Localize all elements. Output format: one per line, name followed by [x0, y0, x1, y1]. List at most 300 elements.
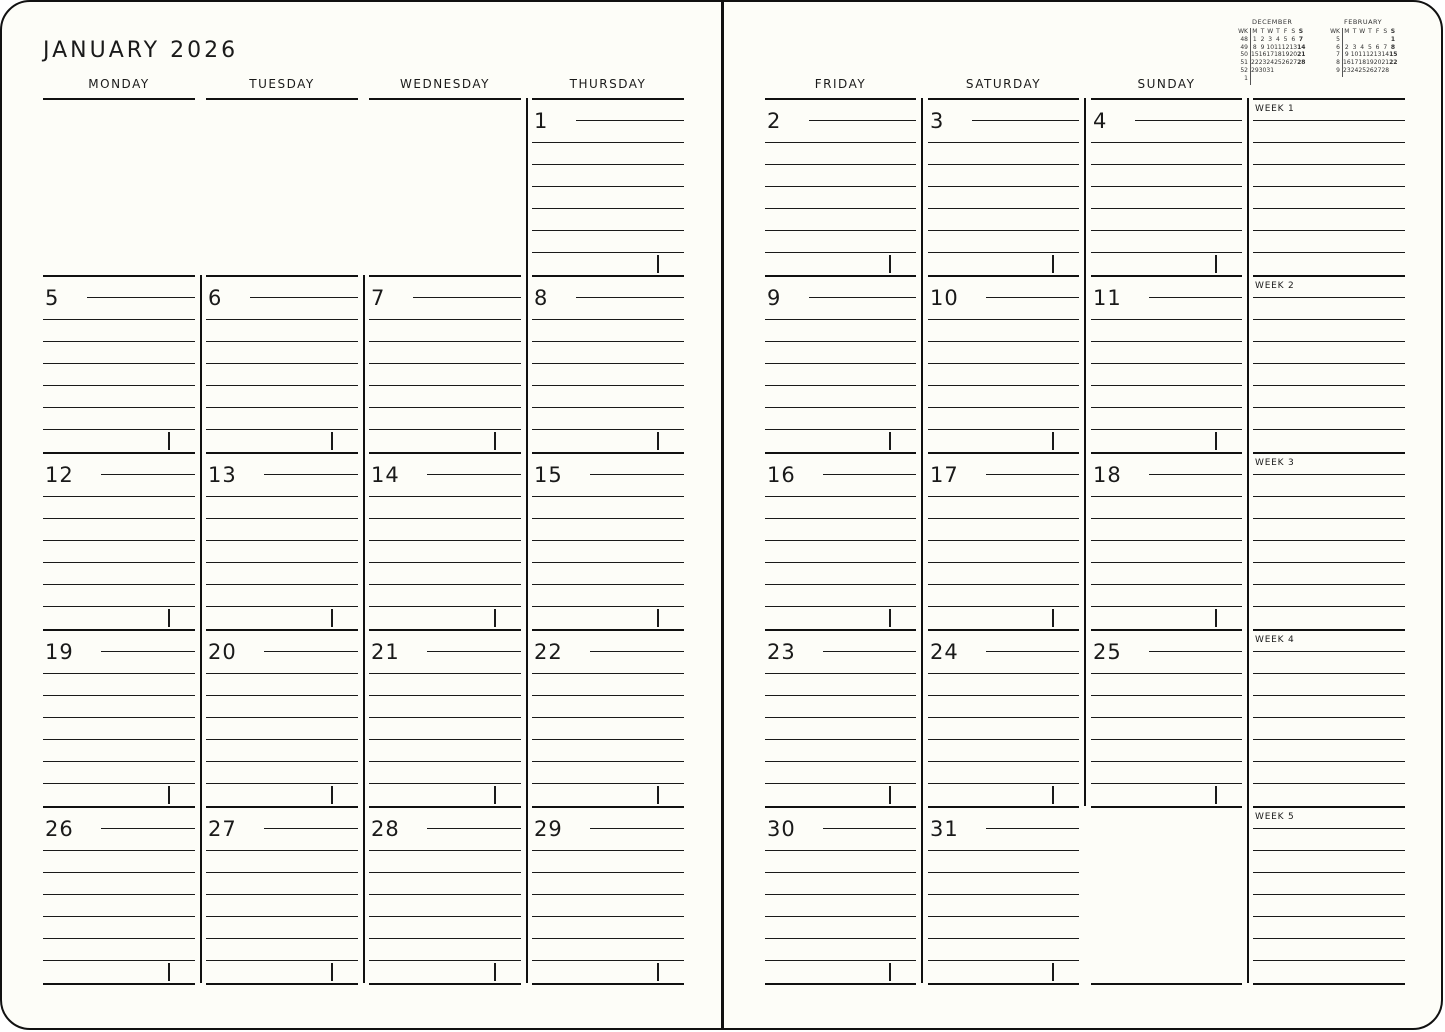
- day-24-number: 24: [930, 640, 959, 664]
- day-22-number: 22: [534, 640, 563, 664]
- week-notes-line: [1253, 120, 1405, 121]
- day-12-corner-tick: [168, 609, 170, 627]
- day-25-bottom-rule: [1091, 806, 1242, 808]
- day-19-writing-line: [43, 761, 195, 762]
- week-notes-line: [1253, 496, 1405, 497]
- day-10-writing-line: [986, 297, 1079, 298]
- day-1-writing-line: [532, 252, 684, 253]
- day-31-number: 31: [930, 817, 959, 841]
- week-notes-line: [1253, 850, 1405, 851]
- mini-calendar-days: M T W T F S S 1 2 3 4 5 6 7 8 9 101112131415 16171819202122 232425262728: [1343, 28, 1398, 74]
- day-4-corner-tick: [1215, 255, 1217, 273]
- column-divider: [363, 275, 365, 983]
- week-notes-line: [1253, 828, 1405, 829]
- day-11-writing-line: [1091, 341, 1242, 342]
- day-26-writing-line: [101, 828, 195, 829]
- day-29-bottom-rule: [532, 983, 684, 985]
- day-26-writing-line: [43, 872, 195, 873]
- day-13-number: 13: [208, 463, 237, 487]
- day-13-writing-line: [206, 518, 358, 519]
- day-29-writing-line: [532, 916, 684, 917]
- week-label-1: WEEK 1: [1255, 104, 1295, 114]
- day-15-writing-line: [590, 474, 684, 475]
- day-5-writing-line: [43, 363, 195, 364]
- day-7-writing-line: [413, 297, 521, 298]
- day-21-writing-line: [427, 651, 521, 652]
- day-20-writing-line: [206, 717, 358, 718]
- day-17-writing-line: [928, 584, 1079, 585]
- day-22-corner-tick: [657, 786, 659, 804]
- day-6-corner-tick: [331, 432, 333, 450]
- day-24-writing-line: [986, 651, 1079, 652]
- day-13-bottom-rule: [206, 629, 358, 631]
- day-6-bottom-rule: [206, 452, 358, 454]
- day-12-bottom-rule: [43, 629, 195, 631]
- week-notes-bottom-rule: [1253, 983, 1405, 985]
- day-1-writing-line: [532, 164, 684, 165]
- day-30-writing-line: [765, 938, 916, 939]
- day-5-bottom-rule: [43, 452, 195, 454]
- day-9-writing-line: [765, 407, 916, 408]
- day-11-writing-line: [1149, 297, 1242, 298]
- day-17-corner-tick: [1052, 609, 1054, 627]
- day-5-writing-line: [43, 341, 195, 342]
- day-30-writing-line: [765, 872, 916, 873]
- day-10-writing-line: [928, 407, 1079, 408]
- day-12-number: 12: [45, 463, 74, 487]
- day-24-writing-line: [928, 761, 1079, 762]
- day-10-writing-line: [928, 341, 1079, 342]
- day-19-bottom-rule: [43, 806, 195, 808]
- day-20-writing-line: [206, 695, 358, 696]
- day-18-corner-tick: [1215, 609, 1217, 627]
- weekday-monday: MONDAY: [88, 77, 150, 91]
- weekday-rule: [928, 98, 1079, 100]
- day-22-bottom-rule: [532, 806, 684, 808]
- day-10-number: 10: [930, 286, 959, 310]
- weekday-saturday: SATURDAY: [965, 77, 1042, 91]
- day-6-writing-line: [206, 363, 358, 364]
- day-21-bottom-rule: [369, 806, 521, 808]
- day-3-writing-line: [972, 120, 1079, 121]
- day-25-writing-line: [1149, 651, 1242, 652]
- day-30-writing-line: [765, 850, 916, 851]
- week-label-2: WEEK 2: [1255, 281, 1295, 291]
- day-1-bottom-rule: [532, 275, 684, 277]
- day-29-writing-line: [532, 960, 684, 961]
- day-30-writing-line: [765, 894, 916, 895]
- day-25-corner-tick: [1215, 786, 1217, 804]
- day-21-writing-line: [369, 739, 521, 740]
- day-14-writing-line: [427, 474, 521, 475]
- day-18-writing-line: [1091, 518, 1242, 519]
- day-2-bottom-rule: [765, 275, 916, 277]
- day-9-corner-tick: [889, 432, 891, 450]
- day-2-writing-line: [765, 208, 916, 209]
- day-15-writing-line: [532, 540, 684, 541]
- weekday-thursday: THURSDAY: [569, 77, 647, 91]
- day-11-writing-line: [1091, 319, 1242, 320]
- day-25-writing-line: [1091, 673, 1242, 674]
- day-24-writing-line: [928, 739, 1079, 740]
- day-22-writing-line: [532, 717, 684, 718]
- mini-calendar-week-numbers: WK 48 49 50 51 52 1: [1238, 28, 1248, 82]
- day-12-writing-line: [43, 518, 195, 519]
- day-14-writing-line: [369, 540, 521, 541]
- day-16-writing-line: [765, 606, 916, 607]
- day-5-number: 5: [45, 286, 60, 310]
- day-18-writing-line: [1091, 606, 1242, 607]
- weekday-rule: [765, 98, 916, 100]
- day-31-writing-line: [928, 938, 1079, 939]
- day-17-bottom-rule: [928, 629, 1079, 631]
- day-1-writing-line: [532, 186, 684, 187]
- day-1-writing-line: [576, 120, 684, 121]
- day-10-writing-line: [928, 385, 1079, 386]
- day-28-writing-line: [369, 850, 521, 851]
- day-29-writing-line: [532, 850, 684, 851]
- day-19-corner-tick: [168, 786, 170, 804]
- day-27-writing-line: [206, 894, 358, 895]
- mini-calendar-week-numbers: WK 5 6 7 8 9: [1330, 28, 1340, 74]
- day-8-bottom-rule: [532, 452, 684, 454]
- day-27-writing-line: [206, 872, 358, 873]
- day-19-number: 19: [45, 640, 74, 664]
- day-31-writing-line: [928, 894, 1079, 895]
- day-15-writing-line: [532, 584, 684, 585]
- day-12-writing-line: [43, 496, 195, 497]
- day-10-writing-line: [928, 429, 1079, 430]
- day-23-writing-line: [765, 717, 916, 718]
- day-13-writing-line: [206, 606, 358, 607]
- day-26-bottom-rule: [43, 983, 195, 985]
- day-16-writing-line: [823, 474, 916, 475]
- day-11-writing-line: [1091, 429, 1242, 430]
- day-11-writing-line: [1091, 363, 1242, 364]
- day-8-writing-line: [532, 385, 684, 386]
- day-26-writing-line: [43, 894, 195, 895]
- day-27-corner-tick: [331, 963, 333, 981]
- day-9-writing-line: [765, 385, 916, 386]
- day-7-writing-line: [369, 341, 521, 342]
- day-21-number: 21: [371, 640, 400, 664]
- weekday-rule: [369, 98, 521, 100]
- week-notes-line: [1253, 186, 1405, 187]
- day-5-corner-tick: [168, 432, 170, 450]
- day-11-corner-tick: [1215, 432, 1217, 450]
- day-23-writing-line: [765, 761, 916, 762]
- day-20-writing-line: [206, 673, 358, 674]
- day-24-corner-tick: [1052, 786, 1054, 804]
- column-divider: [200, 275, 202, 983]
- day-18-writing-line: [1091, 562, 1242, 563]
- day-10-writing-line: [928, 363, 1079, 364]
- week-notes-line: [1253, 606, 1405, 607]
- day-29-corner-tick: [657, 963, 659, 981]
- week-notes-line: [1253, 341, 1405, 342]
- day-14-writing-line: [369, 584, 521, 585]
- day-27-writing-line: [206, 938, 358, 939]
- day-5-writing-line: [43, 429, 195, 430]
- day-24-bottom-rule: [928, 806, 1079, 808]
- day-14-writing-line: [369, 496, 521, 497]
- day-4-writing-line: [1135, 120, 1242, 121]
- day-18-bottom-rule: [1091, 629, 1242, 631]
- day-28-writing-line: [369, 960, 521, 961]
- day-21-writing-line: [369, 717, 521, 718]
- day-1-writing-line: [532, 142, 684, 143]
- day-18-number: 18: [1093, 463, 1122, 487]
- day-18-writing-line: [1091, 540, 1242, 541]
- day-24-writing-line: [928, 673, 1079, 674]
- day-6-number: 6: [208, 286, 223, 310]
- day-6-writing-line: [206, 407, 358, 408]
- day-15-corner-tick: [657, 609, 659, 627]
- day-7-writing-line: [369, 363, 521, 364]
- week-notes-line: [1253, 960, 1405, 961]
- weekday-sunday: SUNDAY: [1137, 77, 1196, 91]
- empty-cell-bottom-rule: [43, 275, 195, 277]
- week-notes-bottom-rule: [1253, 806, 1405, 808]
- day-4-writing-line: [1091, 252, 1242, 253]
- day-13-writing-line: [206, 496, 358, 497]
- column-divider: [526, 98, 528, 983]
- day-1-writing-line: [532, 208, 684, 209]
- week-notes-line: [1253, 783, 1405, 784]
- day-5-writing-line: [43, 407, 195, 408]
- column-divider: [921, 98, 923, 983]
- day-13-writing-line: [206, 584, 358, 585]
- day-2-writing-line: [765, 252, 916, 253]
- day-21-writing-line: [369, 673, 521, 674]
- day-27-writing-line: [206, 960, 358, 961]
- day-26-writing-line: [43, 850, 195, 851]
- day-22-writing-line: [532, 761, 684, 762]
- day-2-writing-line: [809, 120, 916, 121]
- day-3-bottom-rule: [928, 275, 1079, 277]
- week-label-3: WEEK 3: [1255, 458, 1295, 468]
- mini-calendar-title: FEBRUARY: [1344, 18, 1383, 26]
- day-10-bottom-rule: [928, 452, 1079, 454]
- day-23-corner-tick: [889, 786, 891, 804]
- day-24-writing-line: [928, 717, 1079, 718]
- day-5-writing-line: [87, 297, 195, 298]
- week-notes-line: [1253, 938, 1405, 939]
- day-6-writing-line: [206, 429, 358, 430]
- week-notes-line: [1253, 230, 1405, 231]
- month-title: JANUARY 2026: [43, 38, 239, 63]
- day-20-corner-tick: [331, 786, 333, 804]
- day-7-number: 7: [371, 286, 386, 310]
- day-11-bottom-rule: [1091, 452, 1242, 454]
- day-28-writing-line: [369, 894, 521, 895]
- week-notes-line: [1253, 894, 1405, 895]
- week-notes-bottom-rule: [1253, 452, 1405, 454]
- day-15-number: 15: [534, 463, 563, 487]
- week-notes-line: [1253, 297, 1405, 298]
- day-6-writing-line: [206, 385, 358, 386]
- day-22-writing-line: [532, 783, 684, 784]
- day-3-writing-line: [928, 164, 1079, 165]
- day-13-writing-line: [206, 562, 358, 563]
- day-26-corner-tick: [168, 963, 170, 981]
- day-12-writing-line: [43, 562, 195, 563]
- day-5-writing-line: [43, 385, 195, 386]
- day-14-writing-line: [369, 606, 521, 607]
- page-spine: [721, 2, 724, 1030]
- day-30-number: 30: [767, 817, 796, 841]
- week-notes-line: [1253, 872, 1405, 873]
- day-31-writing-line: [928, 916, 1079, 917]
- day-15-bottom-rule: [532, 629, 684, 631]
- day-2-corner-tick: [889, 255, 891, 273]
- day-6-writing-line: [206, 319, 358, 320]
- weekday-tuesday: TUESDAY: [249, 77, 315, 91]
- day-23-bottom-rule: [765, 806, 916, 808]
- day-16-writing-line: [765, 584, 916, 585]
- day-28-writing-line: [369, 916, 521, 917]
- day-21-corner-tick: [494, 786, 496, 804]
- column-divider: [1084, 98, 1086, 806]
- day-16-writing-line: [765, 540, 916, 541]
- day-6-writing-line: [250, 297, 358, 298]
- week-notes-line: [1253, 518, 1405, 519]
- day-24-writing-line: [928, 783, 1079, 784]
- day-25-number: 25: [1093, 640, 1122, 664]
- day-16-bottom-rule: [765, 629, 916, 631]
- weekday-rule: [206, 98, 358, 100]
- day-18-writing-line: [1091, 496, 1242, 497]
- day-9-writing-line: [765, 429, 916, 430]
- day-23-writing-line: [765, 673, 916, 674]
- day-16-number: 16: [767, 463, 796, 487]
- day-17-writing-line: [928, 606, 1079, 607]
- day-28-corner-tick: [494, 963, 496, 981]
- day-29-writing-line: [590, 828, 684, 829]
- day-12-writing-line: [43, 540, 195, 541]
- day-5-writing-line: [43, 319, 195, 320]
- day-14-number: 14: [371, 463, 400, 487]
- day-25-writing-line: [1091, 761, 1242, 762]
- day-20-writing-line: [206, 739, 358, 740]
- day-19-writing-line: [43, 717, 195, 718]
- day-4-writing-line: [1091, 164, 1242, 165]
- weekday-friday: FRIDAY: [814, 77, 867, 91]
- mini-calendar-title: DECEMBER: [1252, 18, 1293, 26]
- day-17-writing-line: [928, 562, 1079, 563]
- day-23-number: 23: [767, 640, 796, 664]
- week-notes-line: [1253, 673, 1405, 674]
- day-8-writing-line: [532, 429, 684, 430]
- week-label-5: WEEK 5: [1255, 812, 1295, 822]
- day-7-writing-line: [369, 319, 521, 320]
- day-9-writing-line: [765, 363, 916, 364]
- day-23-writing-line: [765, 783, 916, 784]
- week-notes-line: [1253, 739, 1405, 740]
- day-20-writing-line: [264, 651, 358, 652]
- day-26-writing-line: [43, 938, 195, 939]
- day-12-writing-line: [43, 584, 195, 585]
- day-27-number: 27: [208, 817, 237, 841]
- day-22-writing-line: [532, 673, 684, 674]
- day-30-bottom-rule: [765, 983, 916, 985]
- day-16-writing-line: [765, 496, 916, 497]
- day-11-writing-line: [1091, 385, 1242, 386]
- day-28-writing-line: [427, 828, 521, 829]
- day-19-writing-line: [43, 783, 195, 784]
- day-4-writing-line: [1091, 208, 1242, 209]
- day-26-writing-line: [43, 916, 195, 917]
- day-9-number: 9: [767, 286, 782, 310]
- week-notes-bottom-rule: [1253, 629, 1405, 631]
- day-9-writing-line: [765, 319, 916, 320]
- week-notes-line: [1253, 916, 1405, 917]
- day-14-writing-line: [369, 562, 521, 563]
- day-6-writing-line: [206, 341, 358, 342]
- day-2-writing-line: [765, 164, 916, 165]
- day-1-corner-tick: [657, 255, 659, 273]
- day-10-writing-line: [928, 319, 1079, 320]
- day-16-writing-line: [765, 562, 916, 563]
- day-15-writing-line: [532, 518, 684, 519]
- day-27-writing-line: [264, 828, 358, 829]
- day-19-writing-line: [43, 739, 195, 740]
- day-26-writing-line: [43, 960, 195, 961]
- day-18-writing-line: [1091, 584, 1242, 585]
- day-19-writing-line: [43, 673, 195, 674]
- day-29-writing-line: [532, 894, 684, 895]
- day-22-writing-line: [590, 651, 684, 652]
- day-14-writing-line: [369, 518, 521, 519]
- day-14-corner-tick: [494, 609, 496, 627]
- day-31-writing-line: [928, 872, 1079, 873]
- day-8-writing-line: [532, 363, 684, 364]
- week-notes-line: [1253, 164, 1405, 165]
- day-31-writing-line: [986, 828, 1079, 829]
- day-3-writing-line: [928, 142, 1079, 143]
- week-notes-line: [1253, 717, 1405, 718]
- day-7-writing-line: [369, 385, 521, 386]
- day-3-writing-line: [928, 252, 1079, 253]
- day-16-corner-tick: [889, 609, 891, 627]
- weekday-rule: [1253, 98, 1405, 100]
- day-13-writing-line: [264, 474, 358, 475]
- day-27-bottom-rule: [206, 983, 358, 985]
- day-9-writing-line: [765, 341, 916, 342]
- day-24-writing-line: [928, 695, 1079, 696]
- week-notes-line: [1253, 429, 1405, 430]
- day-8-writing-line: [532, 407, 684, 408]
- day-11-writing-line: [1091, 407, 1242, 408]
- day-9-writing-line: [809, 297, 916, 298]
- day-18-writing-line: [1149, 474, 1242, 475]
- day-13-corner-tick: [331, 609, 333, 627]
- day-17-writing-line: [928, 496, 1079, 497]
- day-19-writing-line: [101, 651, 195, 652]
- week-notes-line: [1253, 651, 1405, 652]
- day-23-writing-line: [765, 695, 916, 696]
- weekday-rule: [532, 98, 684, 100]
- day-4-number: 4: [1093, 109, 1108, 133]
- day-15-writing-line: [532, 496, 684, 497]
- day-4-writing-line: [1091, 142, 1242, 143]
- day-31-writing-line: [928, 960, 1079, 961]
- day-8-corner-tick: [657, 432, 659, 450]
- day-4-writing-line: [1091, 186, 1242, 187]
- day-28-bottom-rule: [369, 983, 521, 985]
- day-22-writing-line: [532, 695, 684, 696]
- day-25-writing-line: [1091, 739, 1242, 740]
